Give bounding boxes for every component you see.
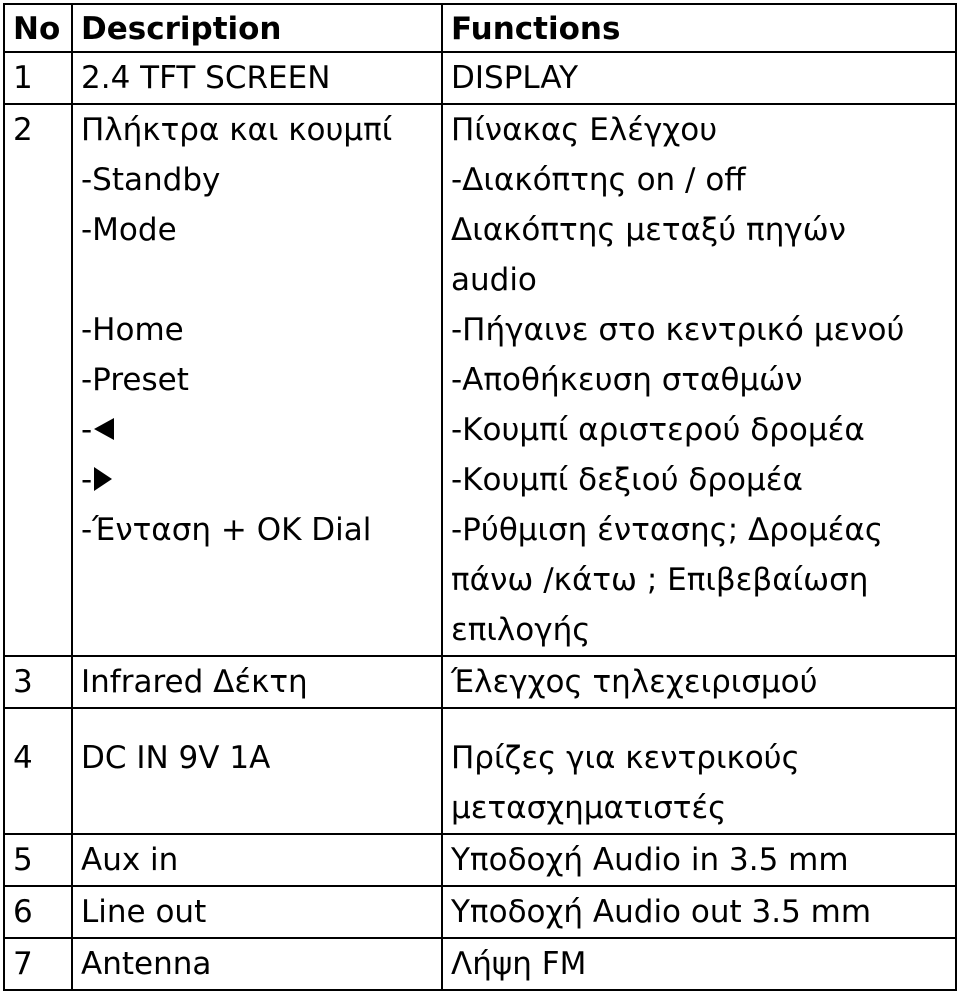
table-row: [4, 52, 956, 104]
description-line-right-arrow: [81, 455, 441, 505]
table-row: [4, 656, 956, 708]
function-line: Πίνακας Ελέγχου: [451, 112, 718, 148]
row-functions: [442, 708, 956, 834]
row-description: [72, 52, 442, 104]
description-line: -Standby: [81, 162, 221, 198]
function-line: Έλεγχος τηλεχειρισμού: [451, 664, 818, 700]
row-description: [72, 104, 442, 656]
row-no: 6: [4, 886, 72, 938]
table-row: [4, 938, 956, 990]
row-functions: [442, 938, 956, 990]
function-line: πάνω /κάτω ; Επιβεβαίωση: [451, 562, 869, 598]
row-no: 1: [4, 52, 72, 104]
row-no: 7: [4, 938, 72, 990]
row-description: [72, 938, 442, 990]
left-triangle-icon: [94, 418, 114, 440]
header-row: [4, 4, 956, 52]
row-functions: [442, 656, 956, 708]
table-row: [4, 708, 956, 834]
row-description: [72, 834, 442, 886]
description-line: Line out: [81, 894, 207, 930]
right-triangle-icon: [94, 467, 112, 491]
row-no: 3: [4, 656, 72, 708]
description-line-left-arrow: [81, 405, 441, 455]
row-description: [72, 708, 442, 834]
function-line: Υποδοχή Audio in 3.5 mm: [451, 842, 849, 878]
dash-text: -: [81, 462, 93, 498]
function-line: audio: [451, 262, 537, 298]
description-line: -Home: [81, 312, 184, 348]
table-row: [4, 886, 956, 938]
function-line: -Ρύθμιση έντασης; Δρομέας: [451, 512, 884, 548]
row-functions: [442, 886, 956, 938]
function-line: -Κουμπί δεξιού δρομέα: [451, 462, 803, 498]
row-no: 4: [4, 708, 72, 834]
function-line: Λήψη FM: [451, 946, 587, 982]
description-line: -Ένταση + OK Dial: [81, 512, 372, 548]
description-line: Infrared Δέκτη: [81, 664, 308, 700]
row-description: [72, 656, 442, 708]
description-line: -Mode: [81, 212, 177, 248]
header-functions: Functions: [442, 4, 956, 52]
description-line-blank: [81, 255, 441, 305]
function-line: DISPLAY: [451, 60, 579, 96]
table-row: [4, 834, 956, 886]
header-description: Description: [72, 4, 442, 52]
description-line: Πλήκτρα και κουμπί: [81, 112, 393, 148]
header-no: No: [4, 4, 72, 52]
dash-text: -: [81, 412, 93, 448]
function-line: Διακόπτης μεταξύ πηγών: [451, 212, 846, 248]
spec-table: [3, 3, 957, 991]
row-functions: [442, 834, 956, 886]
function-line: -Κουμπί αριστερού δρομέα: [451, 412, 865, 448]
row-functions: [442, 52, 956, 104]
table-row: [4, 104, 956, 656]
description-line: -Preset: [81, 362, 189, 398]
row-no: 5: [4, 834, 72, 886]
function-line: μετασχηματιστές: [451, 790, 727, 826]
function-line: -Αποθήκευση σταθμών: [451, 362, 803, 398]
row-description: [72, 886, 442, 938]
description-line: DC IN 9V 1A: [81, 740, 271, 776]
function-line: Πρίζες για κεντρικούς: [451, 740, 800, 776]
function-line: Υποδοχή Audio out 3.5 mm: [451, 894, 872, 930]
row-functions: [442, 104, 956, 656]
function-line: -Πήγαινε στο κεντρικό μενού: [451, 312, 905, 348]
row-no: 2: [4, 104, 72, 656]
description-line: 2.4 TFT SCREEN: [81, 60, 331, 96]
function-line: επιλογής: [451, 612, 591, 648]
function-line: -Διακόπτης on / off: [451, 162, 746, 198]
description-line: Aux in: [81, 842, 179, 878]
description-line: Antenna: [81, 946, 212, 982]
